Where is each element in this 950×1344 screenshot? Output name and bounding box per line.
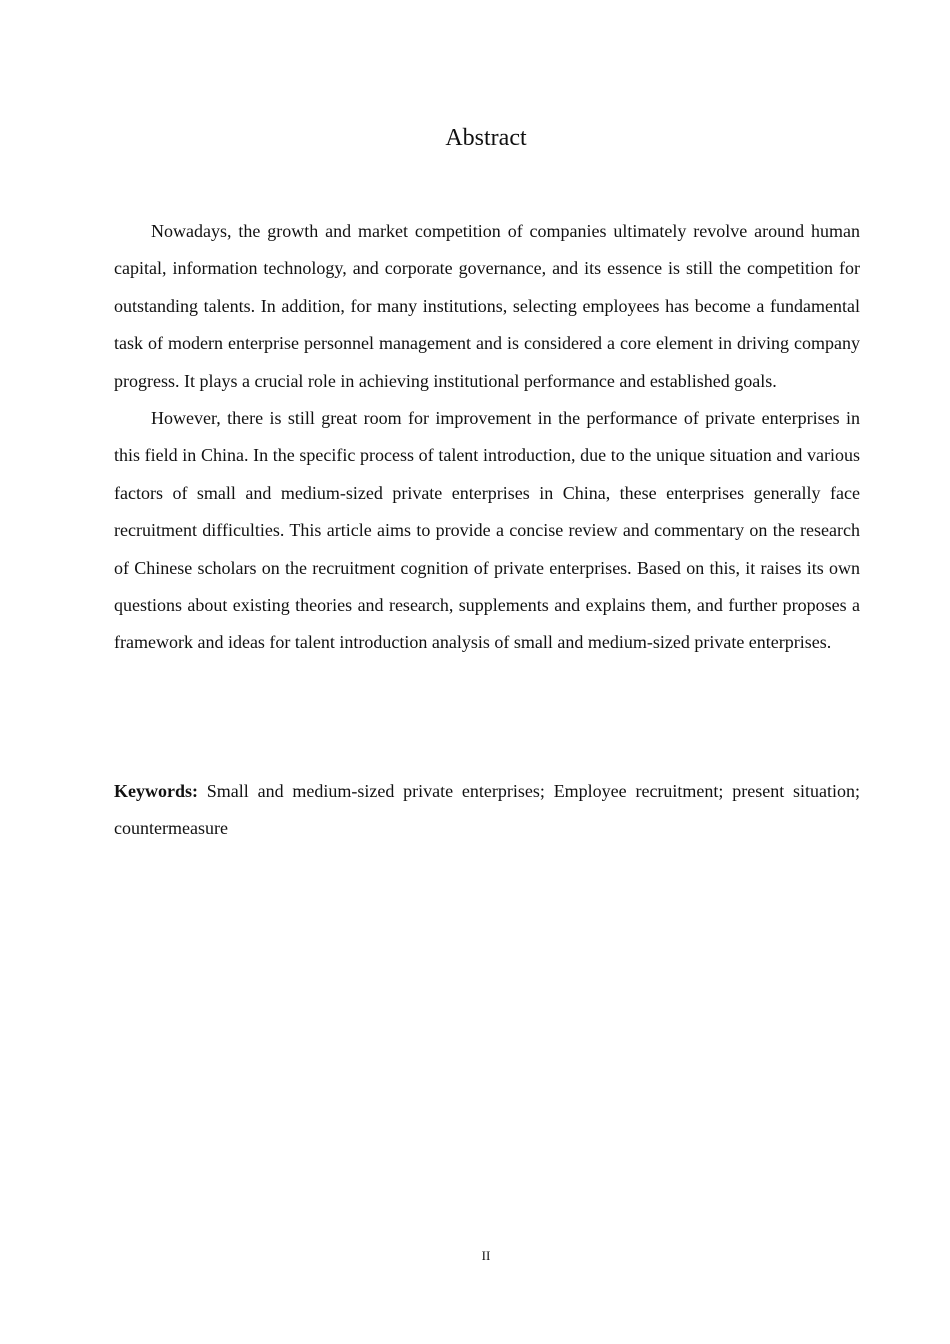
page-number: II	[481, 1248, 491, 1263]
abstract-paragraph-2: However, there is still great room for improvement in the performance of private enterprises in this field in China. In the specific process of talent introduction, due to the unique situation and various factors of small and medium-sized private enterprises in China, these enterprises generally face recruitment difficulties. This article aims to provide a concise review and commentary on the research of Chinese scholars on the recruitment cognition of private enterprises. Based on this, it raises its own questions about existing theories and research, supplements and explains them, and further proposes a framework and ideas for talent introduction analysis of small and medium-sized private enterprises.	[114, 408, 860, 653]
keywords-label: Keywords:	[114, 781, 198, 801]
keywords-list: Small and medium-sized private enterprises; Employee recruitment; present situation; countermeasure	[114, 781, 860, 839]
abstract-title: Abstract	[445, 125, 527, 151]
keywords-line	[114, 773, 860, 848]
abstract-paragraph-1: Nowadays, the growth and market competition of companies ultimately revolve around human capital, information technology, and corporate governance, and its essence is still the competition for outstanding talents. In addition, for many institutions, selecting employees has become a fundamental task of modern enterprise personnel management and is considered a core element in driving company progress. It plays a crucial role in achieving institutional performance and established goals.	[114, 221, 860, 391]
abstract-body	[114, 213, 860, 662]
